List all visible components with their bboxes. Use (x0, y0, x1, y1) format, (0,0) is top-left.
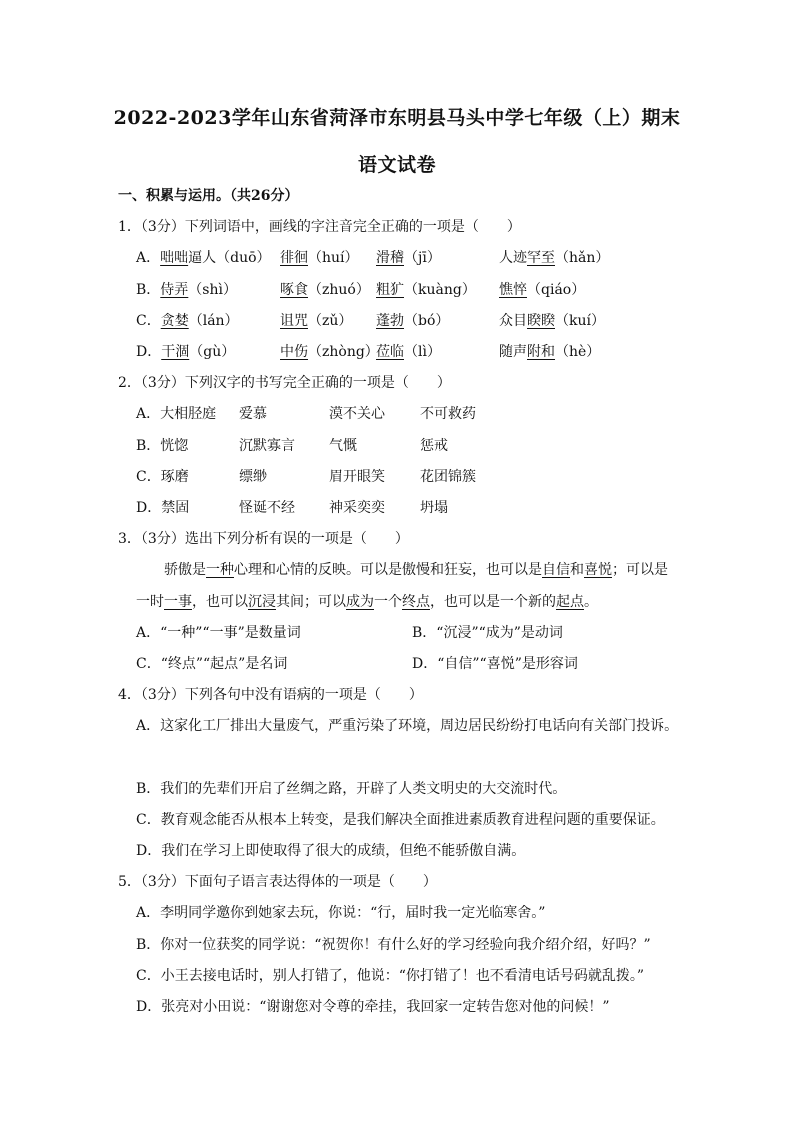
passage-text: ；可以是 (612, 562, 668, 578)
q5-option-c: C．小王去接电话时，别人打错了，他说：“你打错了！也不看清电话号码就乱拨。” (136, 968, 645, 984)
term-suffix: （qiáo） (527, 282, 586, 298)
underlined-chars: 粗犷 (376, 282, 404, 298)
underlined-word: 一事 (164, 594, 192, 610)
passage-text: 骄傲是 (164, 562, 206, 578)
option-c-term-3: 眉开眼笑 (329, 469, 385, 485)
q1-option-d (136, 342, 736, 362)
term-prefix: D． (136, 344, 162, 360)
q2-option-a (136, 404, 736, 424)
option-b-term-4 (499, 280, 585, 300)
term-prefix: 人迹 (499, 250, 527, 266)
term-suffix: （kuí） (555, 313, 605, 329)
option-a-term-4: 不可救药 (420, 406, 476, 422)
option-b-term-1 (136, 280, 237, 300)
option-b-term-1: B．恍惚 (136, 438, 189, 454)
option-d-term-4 (499, 342, 600, 362)
option-b-term-2 (280, 280, 370, 300)
q3-option-a: A．“一种”“一事”是数量词 (136, 625, 301, 641)
option-a-term-1 (136, 248, 271, 268)
q2-stem: 2．（3分）下列汉字的书写完全正确的一项是（ ） (118, 375, 451, 391)
q4-option-c: C．教育观念能否从根本上转变，是我们解决全面推进素质教育进程问题的重要保证。 (136, 812, 665, 828)
underlined-word: 自信 (542, 562, 570, 578)
option-b-term-3 (376, 280, 476, 300)
option-c-term-1: C．琢磨 (136, 469, 189, 485)
option-d-term-3 (376, 342, 441, 362)
option-b-term-4: 惩戒 (420, 438, 448, 454)
underlined-chars: 咄咄 (160, 250, 189, 266)
term-prefix: 众目 (499, 313, 527, 329)
q1-stem: 1．（3分）下列词语中，画线的字注音完全正确的一项是（ ） (118, 219, 521, 235)
option-c-term-1 (136, 311, 239, 331)
passage-text: ，也可以 (192, 594, 248, 610)
passage-text: 一个 (374, 594, 402, 610)
underlined-word: 起点 (556, 594, 584, 610)
option-d-term-2 (280, 342, 379, 362)
q3-option-d: D．“自信”“喜悦”是形容词 (412, 656, 578, 672)
option-d-term-2: 怪诞不经 (239, 500, 295, 516)
q4-option-d: D．我们在学习上即使取得了很大的成绩，但绝不能骄傲自满。 (136, 843, 526, 859)
term-suffix: （lì） (404, 344, 441, 360)
option-a-term-3 (376, 248, 441, 268)
option-d-term-1: D．禁固 (136, 500, 190, 516)
option-a-term-4 (499, 248, 609, 268)
term-suffix: （zhuó） (308, 282, 370, 298)
underlined-chars: 徘徊 (280, 250, 308, 266)
passage-text: 其间；可以 (276, 594, 346, 610)
underlined-chars: 干涸 (161, 344, 190, 360)
term-suffix: （huí） (308, 250, 359, 266)
q5-option-a: A．李明同学邀你到她家去玩，你说：“行，届时我一定光临寒舍。” (136, 905, 546, 921)
q5-stem: 5．（3分）下面句子语言表达得体的一项是（ ） (118, 874, 437, 890)
term-prefix: C． (136, 313, 161, 329)
underlined-chars: 莅临 (376, 344, 404, 360)
underlined-word: 成为 (346, 594, 374, 610)
underlined-chars: 附和 (527, 344, 555, 360)
underlined-chars: 憔悴 (499, 282, 527, 298)
term-suffix: （gù） (189, 344, 236, 360)
q4-option-b: B．我们的先辈们开启了丝绸之路，开辟了人类文明史的大交流时代。 (136, 781, 567, 797)
option-c-term-4: 花团锦簇 (420, 469, 476, 485)
underlined-chars: 蓬勃 (376, 313, 404, 329)
term-suffix: （zǔ） (308, 313, 353, 329)
option-a-term-1: A．大相胫庭 (136, 406, 217, 422)
underlined-word: 沉浸 (248, 594, 276, 610)
underlined-chars: 侍弄 (160, 282, 189, 298)
term-suffix: （hǎn） (555, 250, 610, 266)
option-c-term-4 (499, 311, 605, 331)
passage-text: ，也可以是一个新的 (430, 594, 556, 610)
option-c-term-2 (280, 311, 352, 331)
underlined-word: 喜悦 (584, 562, 612, 578)
q3-stem: 3．（3分）选出下列分析有误的一项是（ ） (118, 531, 409, 547)
q3-option-b: B．“沉浸”“成为”是动词 (412, 625, 563, 641)
term-suffix: 逼人（duō） (188, 250, 271, 266)
q5-option-b: B．你对一位获奖的同学说：“祝贺你！有什么好的学习经验向我介绍介绍，好吗？” (136, 937, 651, 953)
term-suffix: （zhòng） (308, 344, 379, 360)
underlined-chars: 睽睽 (527, 313, 555, 329)
option-a-term-2: 爱慕 (239, 406, 267, 422)
exam-title-line1: 2022-2023学年山东省菏泽市东明县马头中学七年级（上）期末 (113, 107, 681, 129)
q2-option-c (136, 467, 736, 487)
q1-option-a (136, 248, 736, 268)
option-b-term-3: 气慨 (329, 438, 357, 454)
q4-option-a: A．这家化工厂排出大量废气，严重污染了环境，周边居民纷纷打电话向有关部门投诉。 (136, 718, 679, 734)
option-d-term-4: 坍塌 (420, 500, 448, 516)
term-suffix: （jī） (404, 250, 441, 266)
q3-passage-line2 (136, 592, 598, 612)
term-prefix: B． (136, 282, 161, 298)
underlined-word: 终点 (402, 594, 430, 610)
option-b-term-2: 沉默寡言 (239, 438, 295, 454)
q2-option-d (136, 498, 736, 518)
option-c-term-2: 缥缈 (239, 469, 267, 485)
q1-option-b (136, 280, 736, 300)
term-suffix: （kuàng） (404, 282, 476, 298)
term-suffix: （lán） (188, 313, 239, 329)
passage-text: 心理和心情的反映。可以是傲慢和狂妄，也可以是 (234, 562, 542, 578)
underlined-chars: 贪婪 (160, 313, 189, 329)
underlined-chars: 啄食 (280, 282, 308, 298)
term-suffix: （bó） (404, 313, 450, 329)
underlined-chars: 罕至 (527, 250, 555, 266)
exam-title-line2: 语文试卷 (357, 154, 436, 176)
q1-option-c (136, 311, 736, 331)
underlined-chars: 诅咒 (280, 313, 308, 329)
underlined-word: 一种 (206, 562, 234, 578)
q4-stem: 4．（3分）下列各句中没有语病的一项是（ ） (118, 687, 423, 703)
term-prefix: A． (136, 250, 161, 266)
underlined-chars: 中伤 (280, 344, 308, 360)
term-suffix: （hè） (555, 344, 601, 360)
underlined-chars: 滑稽 (376, 250, 404, 266)
q3-passage-line1 (164, 560, 668, 580)
term-prefix: 随声 (499, 344, 527, 360)
q5-option-d: D．张亮对小田说：“谢谢您对令尊的牵挂，我回家一定转告您对他的问候！” (136, 999, 610, 1015)
passage-text: 一时 (136, 594, 164, 610)
q2-option-b (136, 436, 736, 456)
option-a-term-2 (280, 248, 359, 268)
option-d-term-1 (136, 342, 235, 362)
passage-text: 。 (584, 594, 598, 610)
term-suffix: （shì） (188, 282, 237, 298)
option-d-term-3: 神采奕奕 (329, 500, 385, 516)
passage-text: 和 (570, 562, 584, 578)
q3-option-c: C．“终点”“起点”是名词 (136, 656, 288, 672)
section-heading: 一、积累与运用。（共26分） (118, 188, 299, 204)
option-c-term-3 (376, 311, 449, 331)
option-a-term-3: 漠不关心 (329, 406, 385, 422)
